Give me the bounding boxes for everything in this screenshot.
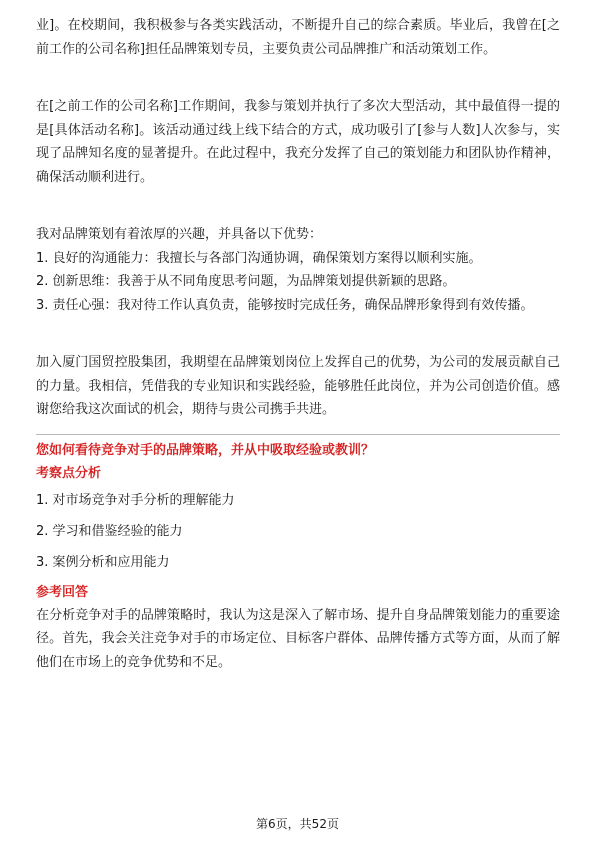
analysis-item: 3. 案例分析和应用能力 — [36, 554, 170, 570]
page-number: 第6页，共52页 — [256, 817, 339, 831]
section-divider — [36, 434, 560, 435]
analysis-heading: 考察点分析 — [36, 465, 102, 481]
document-page — [36, 14, 560, 674]
paragraph-work-activities: 在[之前工作的公司名称]工作期间，我参与策划并执行了多次大型活动，其中最值得一提的是[具体活动名称]。该活动通过线上线下结合的方式，成功吸引了[参与人数]人次参与，实现了品牌知名度的显著提升。在此过程中，我充分发挥了自己的策划能力和团队协作精神，确保活动顺利进行。 — [36, 99, 560, 185]
interview-question: 您如何看待竞争对手的品牌策略，并从中吸取经验或教训？ — [36, 442, 375, 458]
analysis-item: 2. 学习和借鉴经验的能力 — [36, 523, 183, 539]
advantage-item: 2. 创新思维：我善于从不同角度思考问题，为品牌策划提供新颖的思路。 — [36, 274, 456, 289]
reference-answer: 在分析竞争对手的品牌策略时，我认为这是深入了解市场、提升自身品牌策划能力的重要途径。首先，我会关注竞争对手的市场定位、目标客户群体、品牌传播方式等方面，从而了解他们在市场上的竞争优势和不足。 — [36, 607, 560, 670]
paragraph-education-experience: 业]。在校期间，我积极参与各类实践活动，不断提升自己的综合素质。毕业后，我曾在[之前工作的公司名称]担任品牌策划专员，主要负责公司品牌推广和活动策划工作。 — [36, 18, 560, 57]
paragraph-closing: 加入厦门国贸控股集团，我期望在品牌策划岗位上发挥自己的优势，为公司的发展贡献自己的力量。我相信，凭借我的专业知识和实践经验，能够胜任此岗位，并为公司创造价值。感谢您给我这次面试的机会，期待与贵公司携手共进。 — [36, 355, 560, 417]
reference-heading: 参考回答 — [36, 584, 89, 600]
advantage-item: 1. 良好的沟通能力：我擅长与各部门沟通协调，确保策划方案得以顺利实施。 — [36, 250, 482, 266]
analysis-item: 1. 对市场竞争对手分析的理解能力 — [36, 492, 235, 508]
paragraph-advantages-intro: 我对品牌策划有着浓厚的兴趣，并具备以下优势： — [36, 227, 323, 242]
advantage-item: 3. 责任心强：我对待工作认真负责，能够按时完成任务，确保品牌形象得到有效传播。 — [36, 297, 534, 313]
